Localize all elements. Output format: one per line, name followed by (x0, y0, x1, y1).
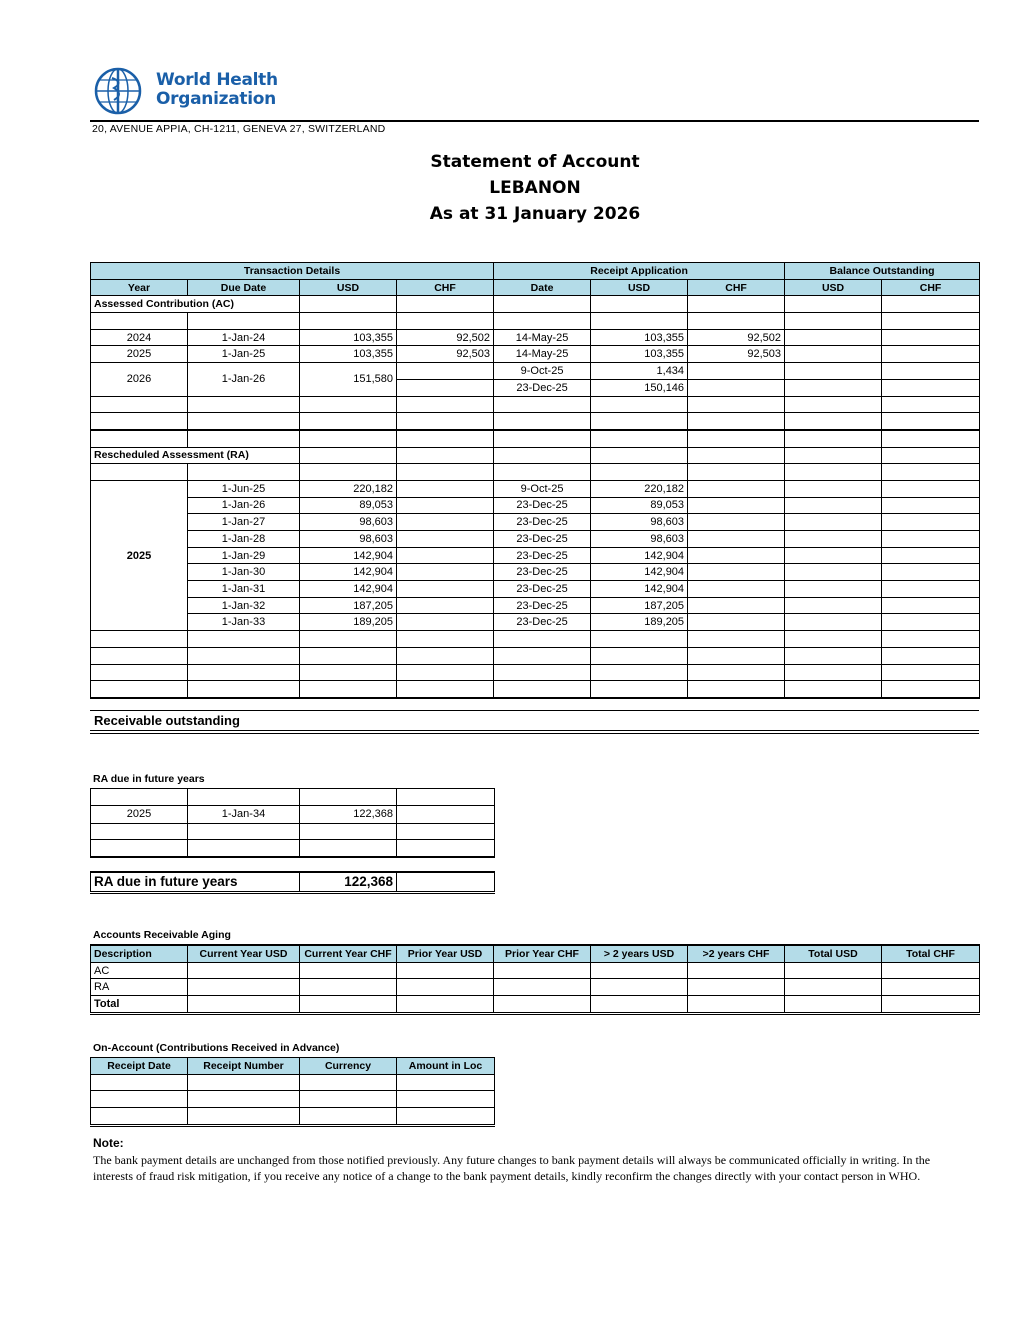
section-label-ra: Rescheduled Assessment (RA) (91, 447, 300, 464)
table-row: 1-Jan-33 189,205 23-Dec-25 189,205 (91, 614, 980, 631)
table-row (91, 664, 980, 681)
group-header-balance: Balance Outstanding (785, 263, 980, 280)
ra-year: 2025 (91, 480, 188, 630)
table-row: 2025 1-Jan-34 122,368 (91, 805, 495, 823)
col-receipt-usd: USD (591, 279, 688, 296)
on-account-title: On-Account (Contributions Received in Advance) (93, 1042, 340, 1054)
ra-future-total-label: RA due in future years (91, 872, 300, 892)
receivable-rule (90, 730, 979, 731)
country-title: LEBANON (489, 178, 581, 198)
table-row: 23-Dec-25 150,146 (91, 379, 980, 396)
note-title: Note: (93, 1136, 124, 1150)
table-row: 2026 1-Jan-26 151,580 9-Oct-25 1,434 (91, 363, 980, 380)
table-row (91, 789, 495, 806)
aging-title: Accounts Receivable Aging (93, 929, 231, 941)
column-header-row (91, 279, 980, 296)
section-row-ra (91, 447, 980, 464)
col-usd: USD (300, 279, 397, 296)
aging-row-ac: AC (91, 962, 980, 979)
section-row-ac (91, 296, 980, 313)
table-row: 1-Jan-32 187,205 23-Dec-25 187,205 (91, 597, 980, 614)
ra-future-total-value: 122,368 (300, 872, 397, 892)
col-due-date: Due Date (188, 279, 300, 296)
statement-title: Statement of Account (430, 152, 640, 172)
table-row: 2025 1-Jun-25 220,182 9-Oct-25 220,182 (91, 480, 980, 497)
aging-table (90, 944, 980, 1015)
table-row (91, 313, 980, 330)
table-row: 2024 1-Jan-24 103,355 92,502 14-May-25 103,355 92,502 (91, 329, 980, 346)
ra-future-total-table (90, 871, 495, 894)
header-rule (90, 120, 979, 122)
note-text: The bank payment details are unchanged from those notified previously. Any future changes to bank payment details will always be communicated officially in writing. In the interests of fraud risk mitigation, if you receive any notice of a change to the bank payment details, kindly reconfirm the changes directly with your contact person in WHO. (93, 1153, 931, 1183)
table-row (91, 430, 980, 447)
aging-row-total: Total (91, 996, 980, 1014)
table-row: 1-Jan-30 142,904 23-Dec-25 142,904 (91, 564, 980, 581)
ra-future-total-row (91, 872, 495, 892)
table-row (91, 396, 980, 413)
col-date: Date (494, 279, 591, 296)
group-header-transaction: Transaction Details (91, 263, 494, 280)
table-row (91, 647, 980, 664)
aging-header-row: Description Current Year USD Current Year CHF Prior Year USD Prior Year CHF > 2 years USD >2 years CHF Total USD Total CHF (91, 945, 980, 962)
table-row (91, 681, 980, 698)
col-year: Year (91, 279, 188, 296)
receivable-heading: Receivable outstanding (94, 713, 240, 728)
date-title: As at 31 January 2026 (429, 204, 641, 224)
org-address: 20, AVENUE APPIA, CH-1211, GENEVA 27, SWITZERLAND (92, 123, 386, 135)
group-header-row (91, 263, 980, 280)
who-emblem-icon (90, 66, 152, 116)
group-header-receipt: Receipt Application (494, 263, 785, 280)
aging-row-ra: RA (91, 979, 980, 996)
col-balance-chf: CHF (882, 279, 980, 296)
table-row (91, 1091, 495, 1108)
table-row: 2025 1-Jan-25 103,355 92,503 14-May-25 103,355 92,503 (91, 346, 980, 363)
table-row (91, 1074, 495, 1091)
table-row: 1-Jan-31 142,904 23-Dec-25 142,904 (91, 581, 980, 598)
table-row: 1-Jan-26 89,053 23-Dec-25 89,053 (91, 497, 980, 514)
col-balance-usd: USD (785, 279, 882, 296)
ra-future-label: RA due in future years (93, 773, 205, 785)
section-label-ac: Assessed Contribution (AC) (91, 296, 300, 313)
table-row (91, 464, 980, 481)
on-account-table (90, 1057, 495, 1127)
statement-table (90, 262, 980, 699)
table-row (91, 823, 495, 840)
on-account-header-row: Receipt Date Receipt Number Currency Amount in Loc (91, 1058, 495, 1075)
who-logo-text: World Health Organization (156, 70, 278, 109)
table-row: 1-Jan-28 98,603 23-Dec-25 98,603 (91, 531, 980, 548)
table-row (91, 1108, 495, 1126)
receivable-rule-double (90, 733, 979, 734)
col-receipt-chf: CHF (688, 279, 785, 296)
table-row (91, 413, 980, 430)
table-row: 1-Jan-29 142,904 23-Dec-25 142,904 (91, 547, 980, 564)
table-row (91, 840, 495, 857)
receivable-top-rule (90, 710, 979, 711)
table-row: 1-Jan-27 98,603 23-Dec-25 98,603 (91, 514, 980, 531)
ra-future-table (90, 788, 495, 858)
table-row (91, 631, 980, 648)
col-chf: CHF (397, 279, 494, 296)
